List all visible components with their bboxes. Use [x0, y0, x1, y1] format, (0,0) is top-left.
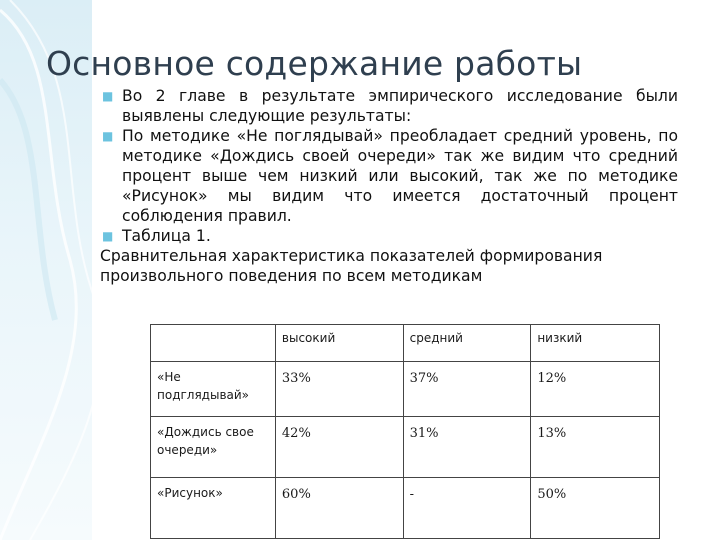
table-row [151, 478, 660, 539]
table-header-cell: средний [403, 325, 531, 362]
bullet-icon: ■ [102, 229, 114, 243]
bullet-icon: ■ [102, 129, 114, 143]
table-row-label: «Рисунок» [151, 478, 276, 539]
table-cell: 37% [403, 362, 531, 417]
table-header-cell: низкий [531, 325, 660, 362]
bullet-item [100, 86, 678, 126]
bullet-text: Во 2 главе в результате эмпирического исследование были выявлены следующие результаты: [122, 87, 678, 125]
table-header-cell: высокий [275, 325, 403, 362]
table-row-label: «Дождись свое очереди» [151, 417, 276, 478]
slide-content [100, 86, 678, 286]
bullet-item [100, 126, 678, 226]
bullet-text: По методике «Не поглядывай» преобладает средний уровень, по методике «Дождись своей очереди» так же видим что средний процент выше чем низкий или высокий, так же по методике «Рисунок» мы видим что имеется достаточный процент соблюдения правил. [122, 127, 678, 225]
results-table [150, 324, 660, 539]
table-cell: 50% [531, 478, 660, 539]
table-cell: 31% [403, 417, 531, 478]
table-row [151, 417, 660, 478]
bullet-item [100, 226, 678, 246]
table-row [151, 362, 660, 417]
table-cell: 42% [275, 417, 403, 478]
table-header-cell [151, 325, 276, 362]
table-header-row [151, 325, 660, 362]
table-row-label: «Не подглядывай» [151, 362, 276, 417]
table-cell: 12% [531, 362, 660, 417]
bullet-icon: ■ [102, 89, 114, 103]
bullet-text: Таблица 1. [122, 227, 211, 245]
table-cell: 13% [531, 417, 660, 478]
table-cell: 33% [275, 362, 403, 417]
table-cell: - [403, 478, 531, 539]
page-title: Основное содержание работы [46, 44, 583, 83]
table-cell: 60% [275, 478, 403, 539]
table-caption: Сравнительная характеристика показателей формирования произвольного поведения по всем методикам [100, 247, 603, 285]
